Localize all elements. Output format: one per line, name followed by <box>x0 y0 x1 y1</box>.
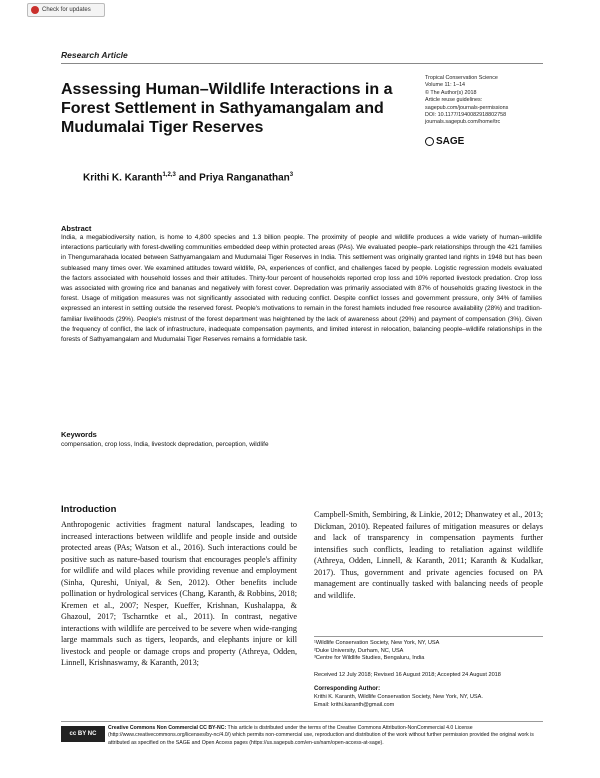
header-rule <box>61 63 543 64</box>
cc-by-nc-icon <box>61 726 105 742</box>
check-for-updates-badge[interactable] <box>27 3 105 17</box>
license-lead: Creative Commons Non Commercial CC BY-NC: <box>108 725 227 731</box>
license-body: This article is distributed under the terms of the Creative Commons Attribution-NonCommercial 4.0 License (http://www.creativecommons.org/licenses/by-nc/4.0/) which permits non-commercial use, reproduction and distribution of the work without further permission provided the original work is attributed as specified on the SAGE and Open Access pages (https://us.sagepub.com/en-us/nam/open-access-at-sage). <box>108 725 534 746</box>
journal-copyright: © The Author(s) 2018 <box>425 89 477 96</box>
article-title: Assessing Human–Wildlife Interactions in a Forest Settlement in Sathyamangalam and Mudumalai Tiger Reserves <box>61 81 393 136</box>
corresponding-author-address: Krithi K. Karanth, Wildlife Conservation Society, New York, NY, USA. <box>314 694 483 700</box>
sage-logo-icon <box>425 137 434 146</box>
affiliation-item: ³Centre for Wildlife Studies, Bengaluru, India <box>314 655 425 662</box>
license-text <box>108 725 544 747</box>
received-dates: Received 12 July 2018; Revised 16 August 2018; Accepted 24 August 2018 <box>314 672 501 678</box>
author-affiliation-marker: 3 <box>289 172 294 178</box>
author-affiliation-marker: 1,2,3 <box>162 172 176 178</box>
abstract-heading: Abstract <box>61 224 92 233</box>
affiliation-item: ¹Wildlife Conservation Society, New York, NY, USA <box>314 640 440 646</box>
introduction-column-left: Anthropogenic activities fragment natural landscapes, leading to increased interactions between wildlife and people inside and outside protected areas (PAs; Watson et al., 2016). Such interactions could be positive such as nature-based tourism that encourages people's affinity for wildlife and wild places while providing revenue and employment (Sinha, Qureshi, Uniyal, & Sen, 2012). Other benefits include pollination or hydrological services (Chang, Karanth, & Robbins, 2018; Kremen et al., 2007; Nesper, Kueffer, Krishnan, Kushalappa, & Ghazoul, 2017; Tscharntke et al., 2011). In contrast, negative interactions with wildlife are perceived to be severe when wide-ranging large mammals such as tigers, leopards, and elephants injure or kill livestock and people or damage crops and property (Athreya, Odden, Linnell, Krishnaswamy, & Karanth, 2013; <box>61 520 297 667</box>
sage-logo <box>425 136 464 147</box>
affiliations-rule <box>314 636 543 637</box>
author-list <box>83 172 293 183</box>
article-type: Research Article <box>61 50 128 60</box>
introduction-column-right: Campbell-Smith, Sembiring, & Linkie, 2012; Dhanwatey et al., 2013; Dickman, 2010). Repeated failures of mitigation measures or delays and lack of transparency in compensation payments further intensifies such conflicts, leading to retaliation against wildlife (Athreya, Odden, Linnell, & Karanth, 2011; Karanth & Kudalkar, 2017). Thus, government and private agencies focused on PA management are continually tasked with balancing needs of people and wildlife. <box>314 510 543 600</box>
journal-info <box>425 75 555 127</box>
corresponding-author-email[interactable]: Email: krithi.karanth@gmail.com <box>314 701 395 708</box>
journal-reuse: Article reuse guidelines: <box>425 97 483 104</box>
update-icon <box>31 6 39 14</box>
affiliations <box>314 640 543 663</box>
journal-home-link[interactable]: journals.sagepub.com/home/trc <box>425 119 501 126</box>
author-name: Krithi K. Karanth <box>83 172 163 184</box>
introduction-heading: Introduction <box>61 504 117 515</box>
corresponding-author <box>314 694 543 709</box>
author-conjunction: and <box>175 172 200 184</box>
journal-volume: Volume 11: 1–14 <box>425 82 466 89</box>
journal-permissions-link[interactable]: sagepub.com/journals-permissions <box>425 104 509 111</box>
check-for-updates-label: Check for updates <box>42 7 91 13</box>
keywords-heading: Keywords <box>61 430 97 439</box>
cc-badge-text: cc BY NC <box>69 731 97 737</box>
affiliation-item: ²Duke University, Durham, NC, USA <box>314 647 404 654</box>
journal-doi[interactable]: DOI: 10.1177/1940082918802758 <box>425 112 507 119</box>
journal-name: Tropical Conservation Science <box>425 75 498 81</box>
author-name: Priya Ranganathan <box>199 172 290 184</box>
keywords-text: compensation, crop loss, India, livestock depredation, perception, wildlife <box>61 441 269 448</box>
license-rule <box>61 721 543 722</box>
sage-logo-text: SAGE <box>436 136 465 147</box>
abstract-text: India, a megabiodiversity nation, is home to 4,800 species and 1.3 billion people. The proximity of people and wildlife produces a wide variety of human–wildlife interactions particularly with forest-dwelling communities embedded deep within protected areas (PAs). We evaluated people–park relationships through the 421 families in Thengumarahada located between Sathyamangalam and Mudumalai Tiger Reserves in India. This settlement was originally granted land rights in 1948 but has been subleased many times over. We examined attitudes toward wildlife, PA, experiences of conflict, and challenges faced by people. Logistic regression models evaluated the factors associated with household losses and their attitudes. Thirty-four percent of households reported crop loss and 10% reported livestock predation. Crop loss was associated with growing rice and bananas and negatively with forest cover. Depredation was primarily associated with 87% of households grazing livestock in the forest. Usage of mitigation measures was not significantly associated with reducing conflict. Despite conflict losses and government pressure, only 34% of families expressed an interest in settling outside the reserved forest. People's motivations to remain in the forest hamlets included free resource availability (28%) and tradition-familiar livelihoods (29%). People's mistrust of the forest department was heightened by the lack of awareness about (29%) and payment of compensation (3%). Given the frequency of conflict, the lack of infrastructure, inadequate compensation payments, and limited interest in relocation, balancing people–wildlife relationships in the forests of Sathyamangalam and Mudumalai Tiger Reserves remains a formidable task. <box>61 234 542 344</box>
corresponding-author-heading: Corresponding Author: <box>314 686 381 692</box>
